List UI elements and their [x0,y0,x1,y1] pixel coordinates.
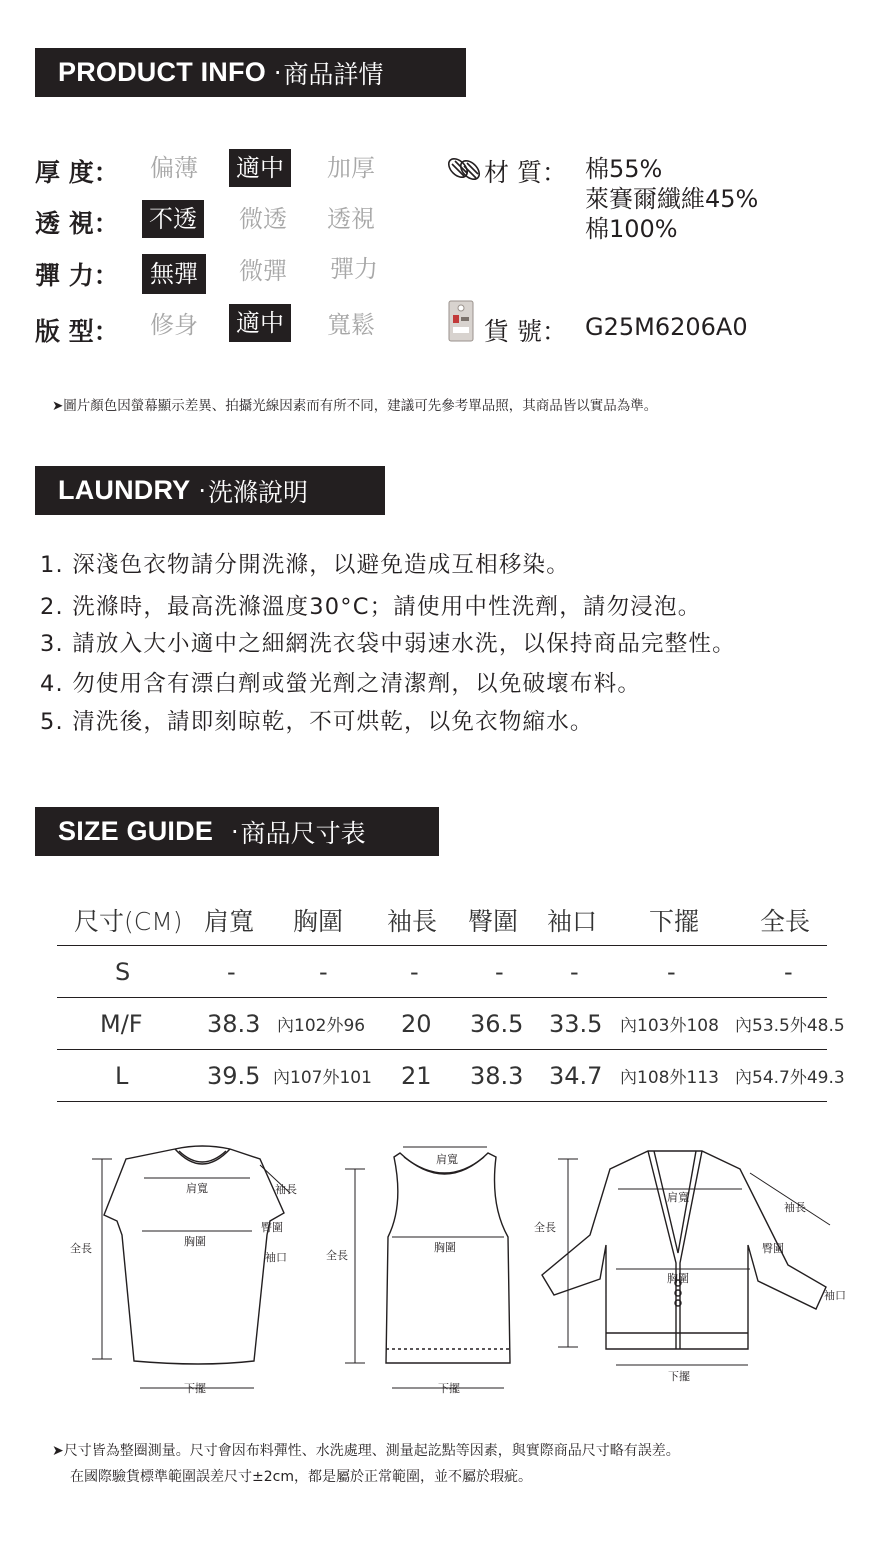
header-separator: · [273,58,282,87]
size-cell: - [570,957,579,986]
column-header-hip: 臀圍 [468,907,519,936]
product-info-title-en: PRODUCT INFO [58,57,266,87]
column-header-size: 尺寸(CM) [74,907,183,936]
length-label: 全長 [534,1221,556,1234]
attribute-option-selected: 不透 [142,200,204,238]
material-label: 材 質： [484,158,567,187]
size-cell: 20 [401,1009,432,1038]
laundry-item: 3. 請放入大小適中之細網洗衣袋中弱速水洗，以保持商品完整性。 [40,631,736,657]
chest-label: 胸圍 [434,1241,456,1254]
column-header-shoulder: 肩寬 [204,907,255,936]
size-cell: - [410,957,419,986]
attribute-label: 彈 力： [35,261,119,290]
attribute-option-selected: 無彈 [142,254,206,294]
attribute-option: 微透 [239,205,287,233]
size-note-line-1: ➤尺寸皆為整圈測量。尺寸會因布料彈性、水洗處理、測量起訖點等因素，與實際商品尺寸略有誤差。 [52,1443,680,1459]
attribute-option: 微彈 [239,257,287,285]
size-cell: - [227,957,236,986]
size-cell: L [115,1061,129,1090]
size-cell: 21 [401,1061,432,1090]
laundry-item: 1. 深淺色衣物請分開洗滌，以避免造成互相移染。 [40,552,570,578]
size-cell: 38.3 [207,1009,261,1038]
attribute-label: 版 型： [35,317,119,346]
shoulder-label: 肩寬 [436,1153,458,1166]
shoulder-label: 肩寬 [667,1191,689,1204]
size-cell: - [495,957,504,986]
sleeve-label: 袖長 [275,1183,297,1196]
product-info-header [35,48,466,97]
laundry-item: 5. 清洗後，請即刻晾乾，不可烘乾，以免衣物縮水。 [40,709,594,735]
laundry-item: 2. 洗滌時，最高洗滌溫度30°C；請使用中性洗劑，請勿浸泡。 [40,594,702,620]
thread-spool-icon [444,152,484,186]
size-cell: 內107外101 [273,1068,372,1088]
attribute-option: 偏薄 [150,154,198,182]
header-separator: · [231,817,239,846]
laundry-title-en: LAUNDRY [58,475,191,505]
attribute-option: 寬鬆 [327,311,375,339]
size-cell: 內53.5外48.5 [735,1016,845,1036]
column-header-chest: 胸圍 [293,907,344,936]
attribute-label: 透 視： [35,209,119,238]
size-guide-title-zh: 商品尺寸表 [240,818,366,848]
size-table-row-l [57,1050,845,1102]
hip-label: 臀圍 [762,1242,784,1255]
attribute-option-selected: 適中 [229,304,291,342]
attribute-option-selected: 適中 [229,149,291,187]
material-value: 棉100% [585,215,678,243]
column-header-sleeve: 袖長 [387,907,438,936]
cuff-label: 袖口 [265,1251,287,1264]
attribute-label: 厚 度： [35,158,119,187]
material-value: 萊賽爾纖維45% [585,185,759,213]
shoulder-label: 肩寬 [186,1182,208,1195]
size-cell: 33.5 [549,1009,603,1038]
cardigan-diagram [530,1135,860,1400]
size-cell: 39.5 [207,1061,261,1090]
size-cell: S [115,957,131,986]
chest-label: 胸圍 [667,1272,689,1285]
chest-label: 胸圍 [184,1235,206,1248]
size-cell: - [667,957,676,986]
header-separator: · [198,476,207,505]
attribute-option: 彈力 [330,255,378,283]
size-cell: 內54.7外49.3 [735,1068,845,1088]
size-cell: M/F [100,1009,143,1038]
hem-label: 下擺 [668,1370,690,1383]
cuff-label: 袖口 [824,1289,846,1302]
laundry-title-zh: 洗滌說明 [208,477,309,507]
material-value: 棉55% [585,155,663,183]
laundry-header [35,466,385,515]
size-guide-header [35,807,439,856]
size-guide-title-en: SIZE GUIDE [58,816,214,846]
attribute-option: 修身 [150,311,198,339]
item-number-label: 貨 號： [484,317,567,346]
column-header-hem: 下擺 [649,907,700,936]
size-cell: 內102外96 [277,1016,366,1036]
product-info-title-zh: 商品詳情 [283,59,384,89]
size-cell: - [784,957,793,986]
size-cell: - [319,957,328,986]
hip-label: 臀圍 [261,1221,283,1234]
color-disclaimer-note: ➤圖片顏色因螢幕顯示差異、拍攝光線因素而有所不同，建議可先參考單品照，其商品皆以實品為準。 [52,398,658,414]
hem-label: 下擺 [438,1382,460,1395]
size-cell: 38.3 [470,1061,524,1090]
item-number-value: G25M6206A0 [585,313,748,341]
size-cell: 內108外113 [620,1068,719,1088]
hem-label: 下擺 [184,1382,206,1395]
length-label: 全長 [70,1242,92,1255]
attribute-option: 加厚 [327,154,375,182]
size-table-row-s [57,946,827,998]
tshirt-dress-diagram [62,1135,322,1400]
size-table [57,895,845,1102]
size-cell: 內103外108 [620,1016,719,1036]
column-header-cuff: 袖口 [547,907,598,936]
size-cell: 34.7 [549,1061,603,1090]
column-header-length: 全長 [760,907,811,936]
laundry-item: 4. 勿使用含有漂白劑或螢光劑之清潔劑，以免破壞布料。 [40,671,642,697]
tank-top-diagram [320,1135,530,1400]
length-label: 全長 [326,1249,348,1262]
size-note-line-2: 在國際驗貨標準範圍誤差尺寸±2cm，都是屬於正常範圍，並不屬於瑕疵。 [70,1469,532,1485]
size-cell: 36.5 [470,1009,524,1038]
attribute-option: 透視 [327,205,375,233]
size-table-row-mf [57,998,845,1050]
size-table-header-row [57,895,827,946]
price-tag-icon [447,299,475,343]
sleeve-label: 袖長 [784,1201,806,1214]
